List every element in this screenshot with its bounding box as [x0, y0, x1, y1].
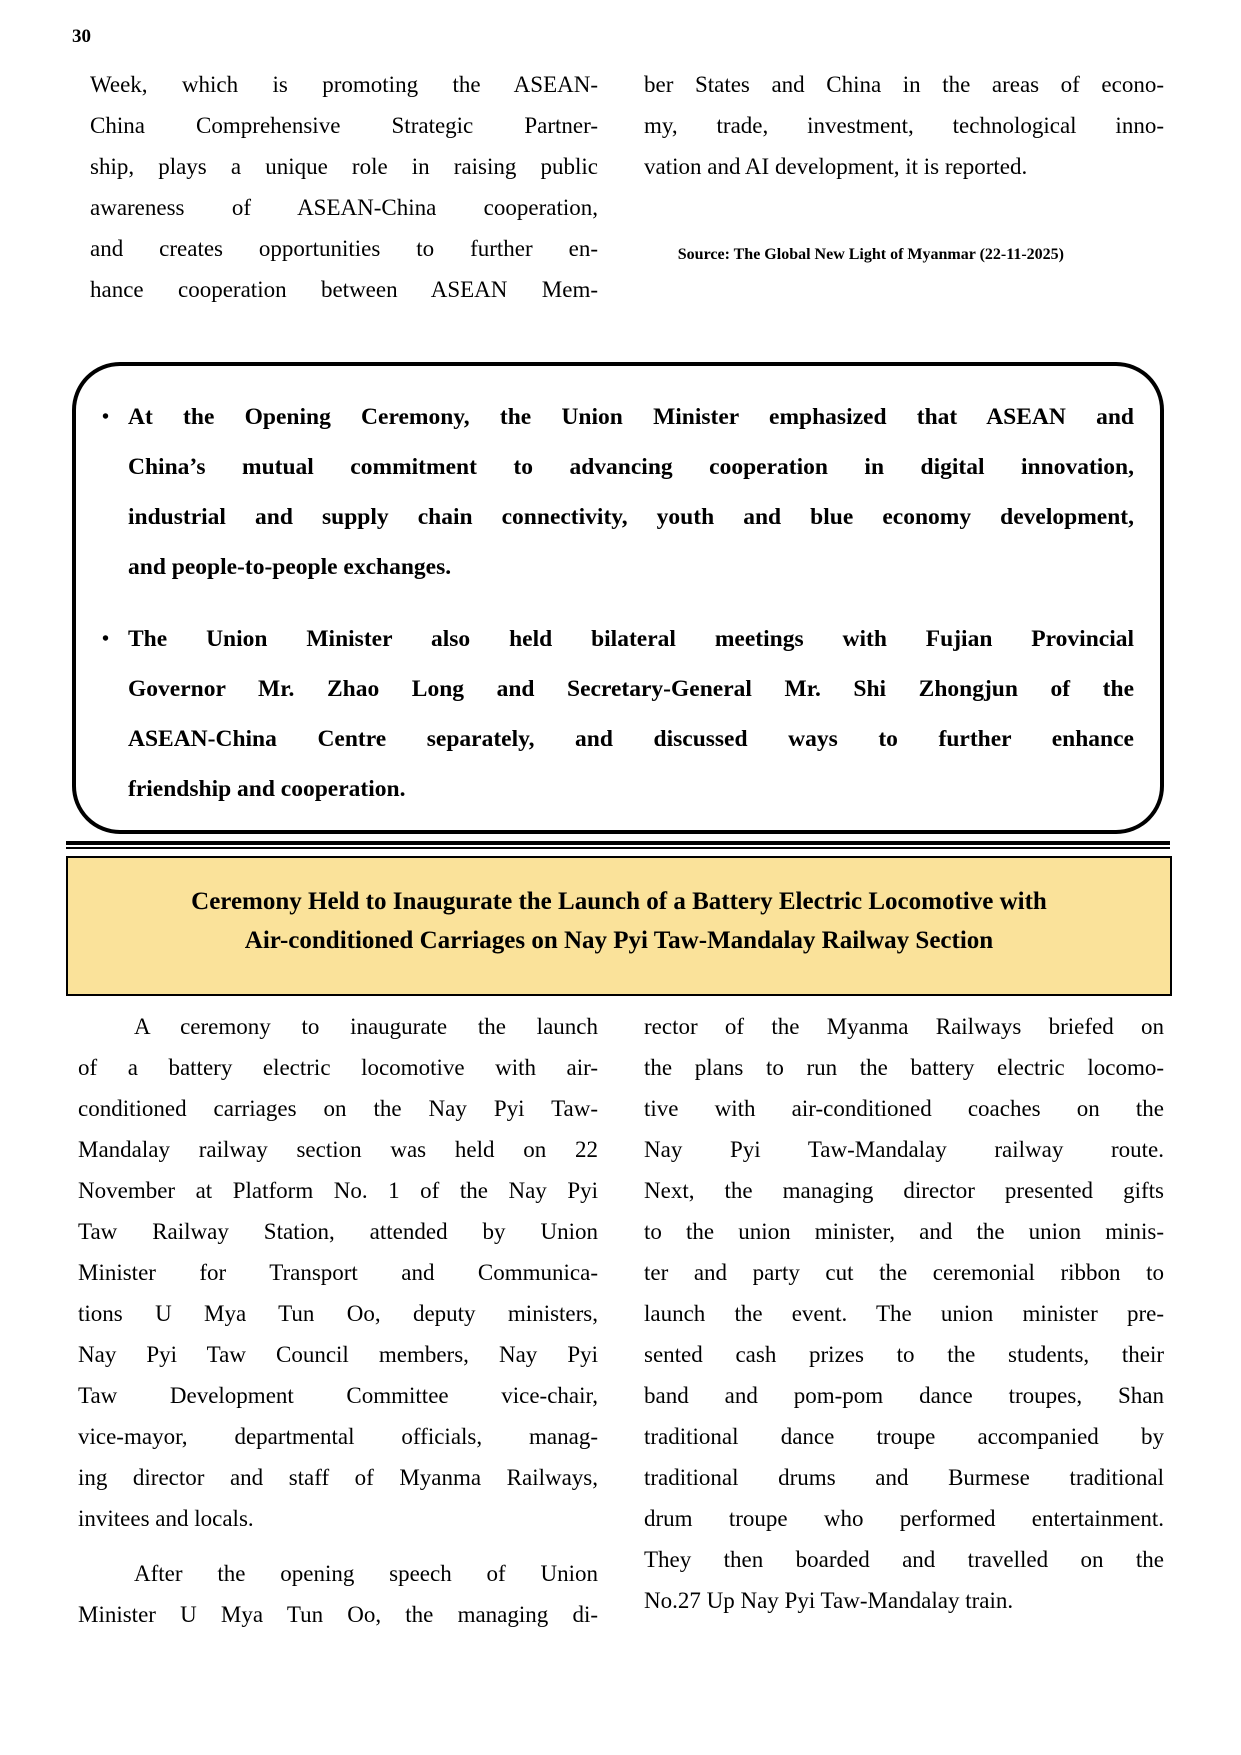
bullet-item	[102, 614, 1134, 814]
paragraph	[128, 392, 1134, 592]
text-line: the plans to run the battery electric locomo-	[644, 1055, 1164, 1080]
text-line: ship, plays a unique role in raising public	[90, 154, 598, 179]
headline-line: Ceremony Held to Inaugurate the Launch of a Battery Electric Locomotive with	[191, 888, 1047, 915]
bullet-icon: •	[102, 406, 110, 428]
article1-right-column	[644, 64, 1164, 310]
paragraph	[128, 614, 1134, 814]
text-line: At the Opening Ceremony, the Union Minister emphasized that ASEAN and	[128, 404, 1134, 430]
paragraph	[78, 1553, 598, 1635]
text-line: tive with air-conditioned coaches on the	[644, 1096, 1164, 1121]
paragraph	[644, 1006, 1164, 1621]
text-line: vice-mayor, departmental officials, manag-	[78, 1424, 598, 1449]
text-line: ber States and China in the areas of econo-	[644, 72, 1164, 97]
text-line: They then boarded and travelled on the	[644, 1547, 1164, 1572]
text-line: ASEAN-China Centre separately, and discussed ways to further enhance	[128, 726, 1134, 752]
text-line: Minister for Transport and Communica-	[78, 1260, 598, 1285]
text-line: traditional dance troupe accompanied by	[644, 1424, 1164, 1449]
text-line: Governor Mr. Zhao Long and Secretary-General Mr. Shi Zhongjun of the	[128, 676, 1134, 702]
text-line: Taw Development Committee vice-chair,	[78, 1383, 598, 1408]
text-line: drum troupe who performed entertainment.	[644, 1506, 1164, 1531]
text-line: launch the event. The union minister pre-	[644, 1301, 1164, 1326]
text-line: conditioned carriages on the Nay Pyi Taw-	[78, 1096, 598, 1121]
text-line: A ceremony to inaugurate the launch	[134, 1014, 598, 1039]
text-line: ter and party cut the ceremonial ribbon to	[644, 1260, 1164, 1285]
text-line: band and pom-pom dance troupes, Shan	[644, 1383, 1164, 1408]
text-line: and creates opportunities to further en-	[90, 236, 598, 261]
highlights-box	[72, 362, 1164, 834]
text-line: ing director and staff of Myanma Railways,	[78, 1465, 598, 1490]
text-line: of a battery electric locomotive with air-	[78, 1055, 598, 1080]
paragraph	[78, 1006, 598, 1539]
text-line: traditional drums and Burmese traditional	[644, 1465, 1164, 1490]
text-line: Mandalay railway section was held on 22	[78, 1137, 598, 1162]
bullet-text	[128, 392, 1134, 592]
text-line: invitees and locals.	[78, 1506, 254, 1531]
article1-left-column	[78, 64, 598, 310]
bullet-item	[102, 392, 1134, 592]
text-line: rector of the Myanma Railways briefed on	[644, 1014, 1164, 1039]
text-line: my, trade, investment, technological inno-	[644, 113, 1164, 138]
text-line: Week, which is promoting the ASEAN-	[90, 72, 598, 97]
source-credit: Source: The Global New Light of Myanmar (22-11-2025)	[677, 246, 1064, 263]
text-line: awareness of ASEAN-China cooperation,	[90, 195, 598, 220]
text-line: hance cooperation between ASEAN Mem-	[90, 277, 598, 302]
headline-banner	[66, 856, 1172, 996]
article2-columns	[78, 1006, 1164, 1635]
text-line: to the union minister, and the union minis-	[644, 1219, 1164, 1244]
text-line: After the opening speech of Union	[134, 1561, 598, 1586]
article1-right-text	[644, 64, 1164, 187]
text-line: Nay Pyi Taw Council members, Nay Pyi	[78, 1342, 598, 1367]
text-line: Taw Railway Station, attended by Union	[78, 1219, 598, 1244]
text-line: Next, the managing director presented gifts	[644, 1178, 1164, 1203]
bullet-text	[128, 614, 1134, 814]
text-line: China’s mutual commitment to advancing cooperation in digital innovation,	[128, 454, 1134, 480]
paragraph	[90, 64, 598, 310]
text-line: friendship and cooperation.	[128, 776, 406, 802]
text-line: tions U Mya Tun Oo, deputy ministers,	[78, 1301, 598, 1326]
text-line: China Comprehensive Strategic Partner-	[90, 113, 598, 138]
page-number: 30	[72, 26, 91, 47]
text-line: vation and AI development, it is reported.	[644, 154, 1028, 179]
text-line: The Union Minister also held bilateral meetings with Fujian Provincial	[128, 626, 1134, 652]
article1-columns	[78, 64, 1164, 310]
text-line: Nay Pyi Taw-Mandalay railway route.	[644, 1137, 1164, 1162]
text-line: industrial and supply chain connectivity, youth and blue economy development,	[128, 504, 1134, 530]
text-line: No.27 Up Nay Pyi Taw-Mandalay train.	[644, 1588, 1014, 1613]
article2-right-column	[644, 1006, 1164, 1635]
section-divider-rule	[66, 841, 1170, 849]
text-line: Minister U Mya Tun Oo, the managing di-	[78, 1602, 598, 1627]
text-line: and people-to-people exchanges.	[128, 554, 452, 580]
headline-line: Air-conditioned Carriages on Nay Pyi Taw-Mandalay Railway Section	[244, 927, 994, 954]
bullet-icon: •	[102, 628, 110, 650]
text-line: sented cash prizes to the students, their	[644, 1342, 1164, 1367]
article2-left-column	[78, 1006, 598, 1635]
paragraph	[644, 64, 1164, 187]
text-line: November at Platform No. 1 of the Nay Pyi	[78, 1178, 598, 1203]
